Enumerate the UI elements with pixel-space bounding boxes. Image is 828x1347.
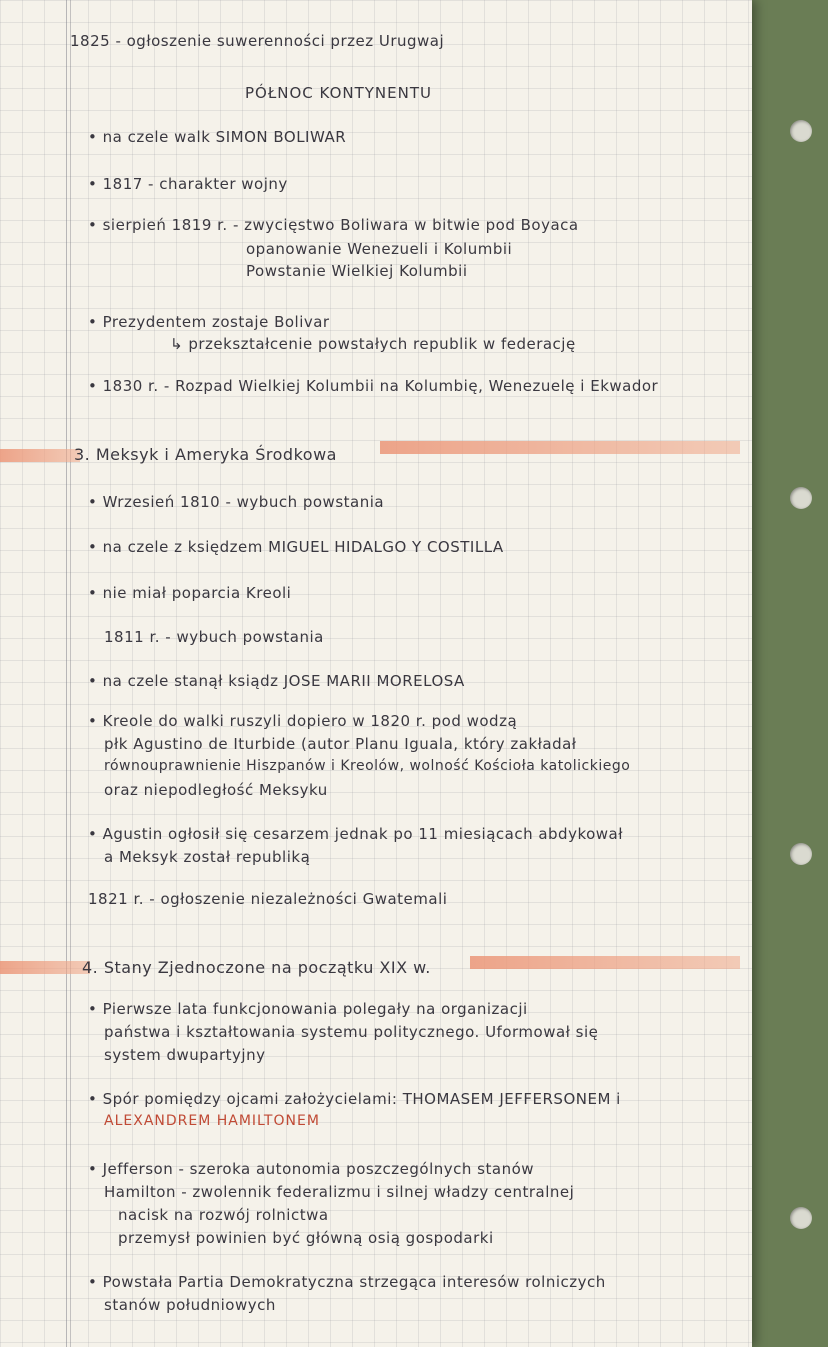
note-line: 1811 r. - wybuch powstania	[104, 628, 324, 646]
binder-hole	[790, 487, 812, 509]
margin-line	[66, 0, 67, 1347]
note-line: Hamilton - zwolennik federalizmu i silnej władzy centralnej	[104, 1183, 575, 1201]
note-line: • na czele z księdzem MIGUEL HIDALGO Y COSTILLA	[88, 538, 504, 556]
note-line: • Prezydentem zostaje Bolivar	[88, 313, 330, 331]
highlight-bar-right	[380, 441, 740, 454]
note-line: • 1830 r. - Rozpad Wielkiej Kolumbii na Kolumbię, Wenezuelę i Ekwador	[88, 377, 659, 395]
highlight-bar-right	[470, 956, 740, 969]
note-line: • Pierwsze lata funkcjonowania polegały na organizacji	[88, 1000, 528, 1018]
note-line: • Spór pomiędzy ojcami założycielami: THOMASEM JEFFERSONEM i	[88, 1090, 621, 1108]
note-line: • Agustin ogłosił się cesarzem jednak po 11 miesiącach abdykował	[88, 825, 624, 843]
note-line: a Meksyk został republiką	[104, 848, 311, 866]
highlight-bar-left	[0, 449, 80, 462]
highlight-bar-left	[0, 961, 90, 974]
note-line: • Wrzesień 1810 - wybuch powstania	[88, 493, 385, 511]
note-line: • nie miał poparcia Kreoli	[88, 584, 292, 602]
note-line: • sierpień 1819 r. - zwycięstwo Boliwara w bitwie pod Boyaca	[88, 216, 579, 234]
binder-hole	[790, 843, 812, 865]
note-line: ↳ przekształcenie powstałych republik w federację	[170, 335, 576, 353]
binder-hole	[790, 120, 812, 142]
section-heading: 3. Meksyk i Ameryka Środkowa	[74, 445, 337, 464]
note-line: ALEXANDREM HAMILTONEM	[104, 1113, 320, 1129]
note-line: • Powstała Partia Demokratyczna strzegąca interesów rolniczych	[88, 1273, 606, 1291]
note-line: nacisk na rozwój rolnictwa	[118, 1206, 329, 1224]
note-line: opanowanie Wenezueli i Kolumbii	[246, 240, 513, 258]
note-line: • 1817 - charakter wojny	[88, 175, 288, 193]
section-heading: 4. Stany Zjednoczone na początku XIX w.	[82, 958, 431, 977]
note-line: 1825 - ogłoszenie suwerenności przez Urugwaj	[70, 32, 445, 50]
note-line: płk Agustino de Iturbide (autor Planu Iguala, który zakładał	[104, 735, 577, 753]
note-line: • Kreole do walki ruszyli dopiero w 1820 r. pod wodzą	[88, 712, 518, 730]
note-line: • na czele stanął ksiądz JOSE MARII MORELOSA	[88, 672, 465, 690]
note-line: • na czele walk SIMON BOLIWAR	[88, 128, 347, 146]
margin-line-inner	[70, 0, 71, 1347]
note-line: państwa i kształtowania systemu politycznego. Uformował się	[104, 1023, 599, 1041]
note-line: system dwupartyjny	[104, 1046, 266, 1064]
note-line: równouprawnienie Hiszpanów i Kreolów, wolność Kościoła katolickiego	[104, 758, 631, 774]
binder-hole	[790, 1207, 812, 1229]
note-line: stanów południowych	[104, 1296, 276, 1314]
note-line: przemysł powinien być główną osią gospodarki	[118, 1229, 494, 1247]
note-line: Powstanie Wielkiej Kolumbii	[246, 262, 468, 280]
note-line: oraz niepodległość Meksyku	[104, 781, 328, 799]
note-line: • Jefferson - szeroka autonomia poszczególnych stanów	[88, 1160, 535, 1178]
section-heading: PÓŁNOC KONTYNENTU	[245, 84, 432, 102]
note-line: 1821 r. - ogłoszenie niezależności Gwatemali	[88, 890, 448, 908]
